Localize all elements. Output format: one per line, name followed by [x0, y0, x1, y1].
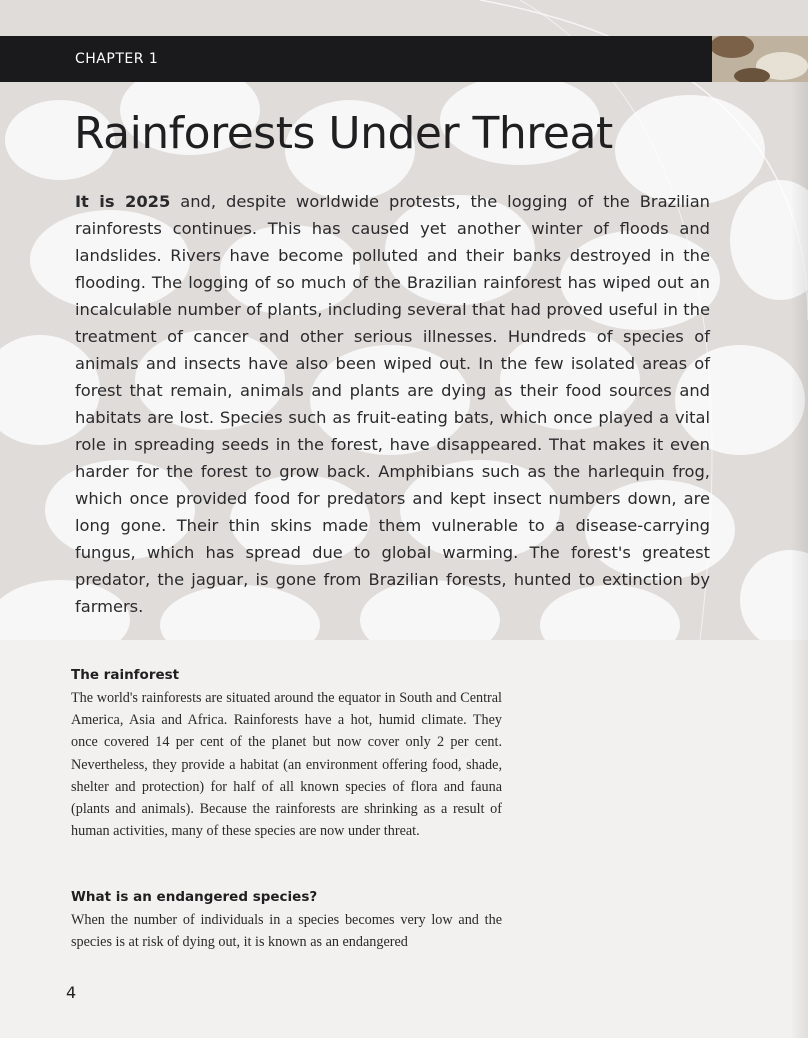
chapter-photo-pattern: [712, 36, 808, 82]
page-number: 4: [66, 983, 77, 1002]
page-edge-shadow: [790, 82, 808, 1038]
chapter-bar-photo-edge: [712, 36, 808, 82]
chapter-bar: [0, 36, 712, 82]
intro-lead: It is 2025: [75, 192, 171, 211]
section-body-endangered: When the number of individuals in a species becomes very low and the species is at risk of dying out, it is known as an endangered: [71, 912, 502, 951]
intro-paragraph: [75, 188, 710, 620]
chapter-label: CHAPTER 1: [75, 51, 159, 67]
page-title: Rainforests Under Threat: [74, 108, 613, 159]
intro-text: and, despite worldwide protests, the logging of the Brazilian rainforests continues. This has caused yet another winter of floods and landslides. Rivers have become polluted and their banks destroyed in the flooding. The logging of so much of the Brazilian rainforest has wiped out an incalculable number of plants, including several that had proved useful in the treatment of cancer and other serious illnesses. Hundreds of species of animals and insects have also been wiped out. In the few isolated areas of forest that remain, animals and plants are dying as their food sources and habitats are lost. Species such as fruit-eating bats, which once played a vital role in spreading seeds in the forest, have disappeared. That makes it even harder for the forest to grow back. Amphibians such as the harlequin frog, which once provided food for predators and kept insect numbers down, are long gone. Their thin skins made them vulnerable to a disease-carrying fungus, which has spread due to global warming. The forest's greatest predator, the jaguar, is gone from Brazilian forests, hunted to extinction by farmers.: [75, 192, 710, 616]
section-body-rainforest: The world's rainforests are situated around the equator in South and Central America, Asia and Africa. Rainforests have a hot, humid climate. They once covered 14 per cent of the planet but now cover only 2 per cent. Nevertheless, they provide a habitat (an environment offering food, shade, shelter and protection) for half of all known species of flora and fauna (plants and animals). Because the rainforests are shrinking as a result of human activities, many of these species are now under threat.: [71, 690, 502, 840]
section-heading-rainforest: The rainforest: [71, 667, 180, 683]
show-through-text: [604, 665, 694, 679]
section-heading-endangered: What is an endangered species?: [71, 889, 318, 905]
